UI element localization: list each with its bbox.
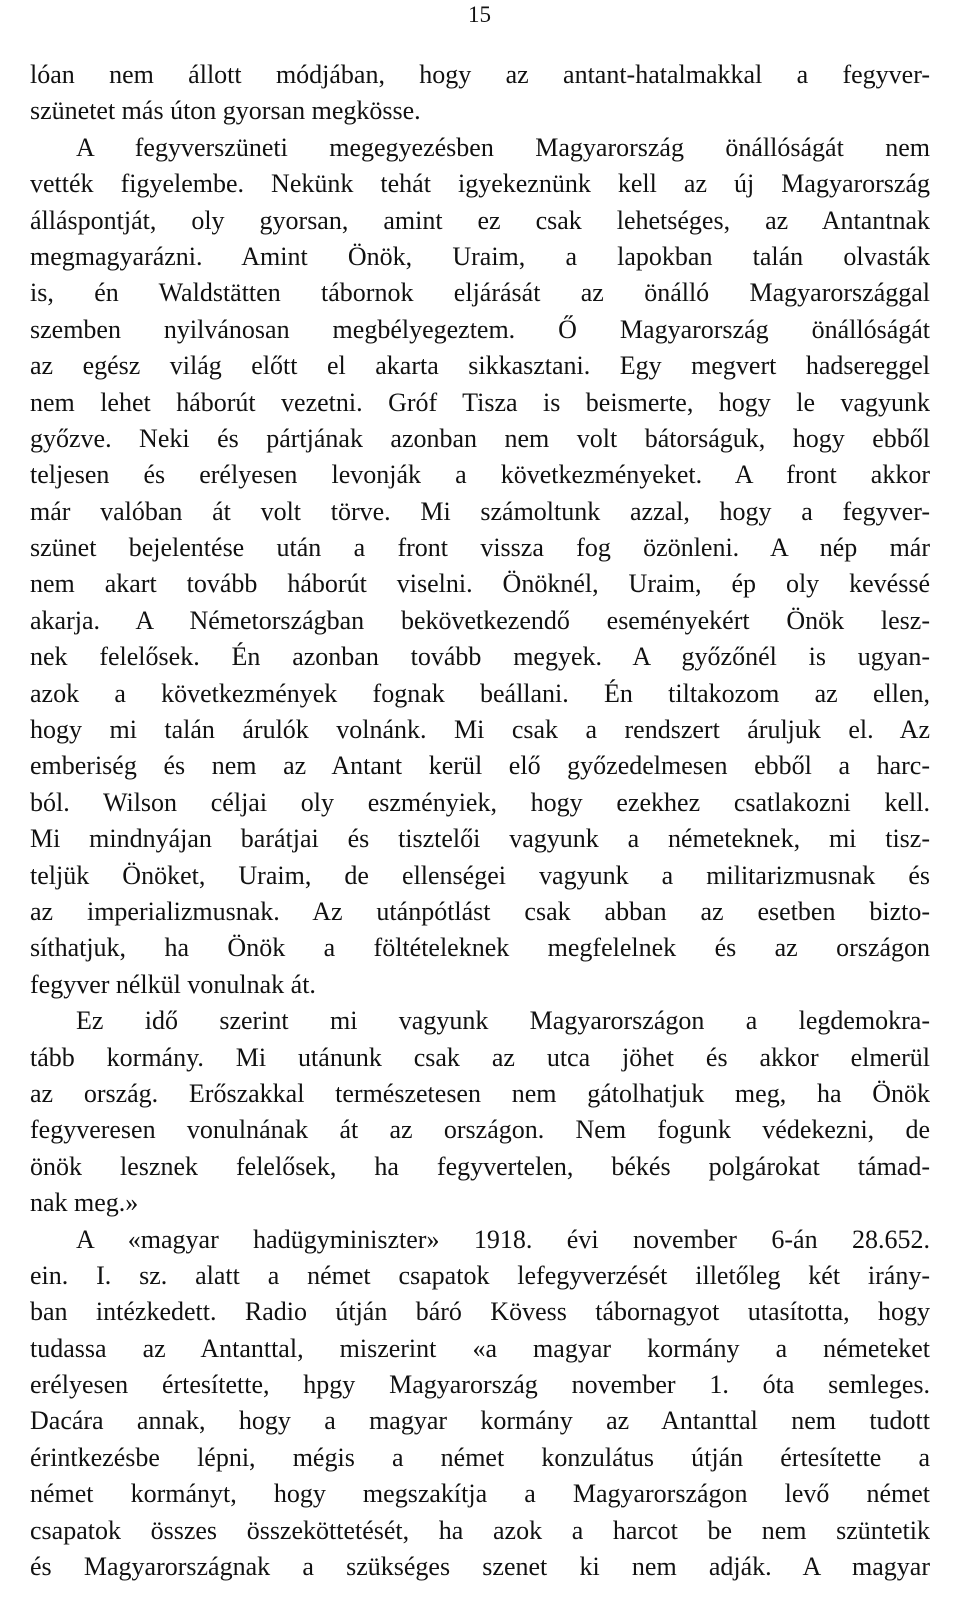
text-line: az ország. Erőszakkal természetesen nem gátolhatjuk meg, ha Önök (30, 1078, 930, 1108)
text-line: nek felelősek. Én azonban tovább megyek. A győzőnél is ugyan- (30, 642, 930, 672)
text-line: akarja. A Németországban bekövetkezendő eseményekért Önök lesz- (30, 605, 930, 635)
text-line: és Magyarországnak a szükséges szenet ki nem adják. A magyar (30, 1552, 930, 1582)
text-line: nem lehet háborút vezetni. Gróf Tisza is beismerte, hogy le vagyunk (30, 387, 930, 417)
page-number: 15 (468, 2, 491, 27)
text-line: önök lesznek felelősek, ha fegyvertelen, békés polgárokat támad- (30, 1151, 930, 1181)
text-line: az egész világ előtt el akarta sikkasztani. Egy megvert hadsereggel (30, 351, 930, 381)
text-line: Dacára annak, hogy a magyar kormány az Antanttal nem tudott (30, 1406, 930, 1436)
text-line: álláspontját, oly gyorsan, amint ez csak lehetséges, az Antantnak (30, 205, 930, 235)
text-line: nak meg.» (30, 1188, 139, 1218)
text-line: teljük Önöket, Uraim, de ellenségei vagyunk a militarizmusnak és (30, 860, 930, 890)
text-line: az imperializmusnak. Az utánpótlást csak abban az esetben bizto- (30, 896, 930, 926)
text-line: Mi mindnyájan barátjai és tisztelői vagyunk a németeknek, mi tisz- (30, 824, 930, 854)
text-line: szünet bejelentése után a front vissza fog özönleni. A nép már (30, 533, 930, 563)
text-line: nem akart tovább háborút viselni. Önöknél, Uraim, ép oly kevéssé (30, 569, 930, 599)
text-line: csapatok összes összeköttetését, ha azok a harcot be nem szüntetik (30, 1515, 930, 1545)
text-line: német kormányt, hogy megszakítja a Magyarországon levő német (30, 1479, 930, 1509)
text-line: tább kormány. Mi utánunk csak az utca jöhet és akkor elmerül (30, 1042, 930, 1072)
text-line: fegyveresen vonulnának át az országon. Nem fogunk védekezni, de (30, 1115, 930, 1145)
text-line: szemben nyilvánosan megbélyegeztem. Ő Magyarország önállóságát (30, 314, 930, 344)
text-line: már valóban át volt törve. Mi számoltunk azzal, hogy a fegyver- (30, 496, 930, 526)
text-line: hogy mi talán árulók volnánk. Mi csak a rendszert áruljuk el. Az (30, 715, 930, 745)
text-line: emberiség és nem az Antant kerül elő győzedelmesen ebből a harc- (30, 751, 930, 781)
text-line: azok a következmények fognak beállani. Én tiltakozom az ellen, (30, 678, 930, 708)
text-line: megmagyarázni. Amint Önök, Uraim, a lapokban talán olvasták (30, 241, 930, 271)
text-line: lóan nem állott módjában, hogy az antant-hatalmakkal a fegyver- (30, 60, 930, 89)
text-line: szünetet más úton gyorsan megkösse. (30, 96, 421, 126)
text-line: ein. I. sz. alatt a német csapatok lefegyverzését illetőleg két irány- (30, 1260, 930, 1290)
text-line: ból. Wilson céljai oly eszményiek, hogy ezekhez csatlakozni kell. (30, 787, 930, 817)
text-line: erélyesen értesítette, hpgy Magyarország november 1. óta semleges. (30, 1370, 930, 1400)
text-line: teljesen és erélyesen levonják a következményeket. A front akkor (30, 460, 930, 490)
text-line: vették figyelembe. Nekünk tehát igyekeznünk kell az új Magyarország (30, 169, 930, 199)
text-line: érintkezésbe lépni, mégis a német konzulátus útján értesítette a (30, 1442, 930, 1472)
body-text (30, 57, 930, 1585)
text-line: tudassa az Antanttal, miszerint «a magyar kormány a németeket (30, 1333, 930, 1363)
text-line: A fegyverszüneti megegyezésben Magyarország önállóságát nem (76, 132, 930, 162)
text-line: fegyver nélkül vonulnak át. (30, 969, 316, 999)
text-line: is, én Waldstätten tábornok eljárását az önálló Magyarországgal (30, 278, 930, 308)
text-line: síthatjuk, ha Önök a föltételeknek megfelelnek és az országon (30, 933, 930, 963)
text-line: ban intézkedett. Radio útján báró Kövess tábornagyot utasította, hogy (30, 1297, 930, 1327)
text-line: Ez idő szerint mi vagyunk Magyarországon a legdemokra- (76, 1006, 930, 1036)
text-line: A «magyar hadügyminiszter» 1918. évi november 6-án 28.652. (76, 1224, 930, 1254)
text-line: győzve. Neki és pártjának azonban nem volt bátorságuk, hogy ebből (30, 423, 930, 453)
